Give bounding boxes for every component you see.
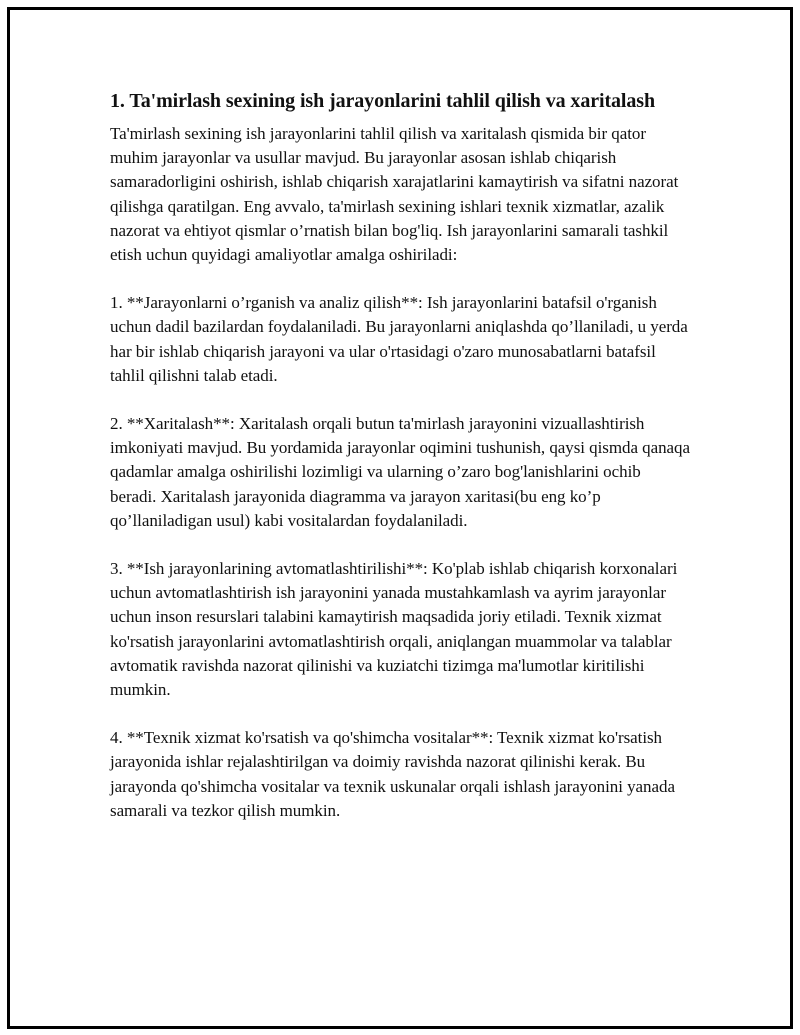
list-item-3-paragraph: 3. **Ish jarayonlarining avtomatlashtirilishi**: Ko'plab ishlab chiqarish korxonalari uchun avtomatlashtirish ish jarayonini yanada mustahkamlash va ayrim jarayonlar uchun inson resurslari talabini kamaytirish maqsadida joriy etiladi. Texnik xizmat ko'rsatish jarayonlarini avtomatlashtirish orqali, aniqlangan muammolar va talablar avtomatik ravishda nazorat qilinishi va kuziatchi tizimga ma'lumotlar kiritilishi mumkin. xyxy=(110,559,678,700)
list-item-2-paragraph: 2. **Xaritalash**: Xaritalash orqali butun ta'mirlash jarayonini vizuallashtirish imkoniyati mavjud. Bu yordamida jarayonlar oqimini tushunish, qaysi qismda qanaqa qadamlar amalga oshirilishi lozimligi va ularning o’zaro bog'lanishlarini ochib beradi. Xaritalash jarayonida diagramma va jarayon xaritasi(bu eng ko’p qo’llaniladigan usul) kabi vositalardan foydalaniladi. xyxy=(110,414,690,530)
list-item-4-paragraph: 4. **Texnik xizmat ko'rsatish va qo'shimcha vositalar**: Texnik xizmat ko'rsatish jarayonida ishlar rejalashtirilgan va doimiy ravishda nazorat qilinishi kerak. Bu jarayonda qo'shimcha vositalar va texnik uskunalar orqali ishlash jarayonini yanada samarali va tezkor qilish mumkin. xyxy=(110,728,675,820)
intro-paragraph: Ta'mirlash sexining ish jarayonlarini tahlil qilish va xaritalash qismida bir qator muhim jarayonlar va usullar mavjud. Bu jarayonlar asosan ishlab chiqarish samaradorligini oshirish, ishlab chiqarish xarajatlarini kamaytirish va sifatni nazorat qilishga qaratilgan. Eng avvalo, ta'mirlash sexining ishlari texnik xizmatlar, azalik nazorat va ehtiyot qismlar o’rnatish bilan bog'liq. Ish jarayonlarini samarali tashkil etish uchun quyidagi amaliyotlar amalga oshiriladi: xyxy=(110,124,679,265)
section-heading: 1. Ta'mirlash sexining ish jarayonlarini tahlil qilish va xaritalash xyxy=(110,90,655,112)
document-body xyxy=(110,86,690,847)
list-item-1-paragraph: 1. **Jarayonlarni o’rganish va analiz qilish**: Ish jarayonlarini batafsil o'rganish uchun dadil bazilardan foydalaniladi. Bu jarayonlarni aniqlashda qo’llaniladi, u yerda har bir ishlab chiqarish jarayoni va ular o'rtasidagi o'zaro munosabatlarni batafsil tahlil qilishni talab etadi. xyxy=(110,293,688,385)
